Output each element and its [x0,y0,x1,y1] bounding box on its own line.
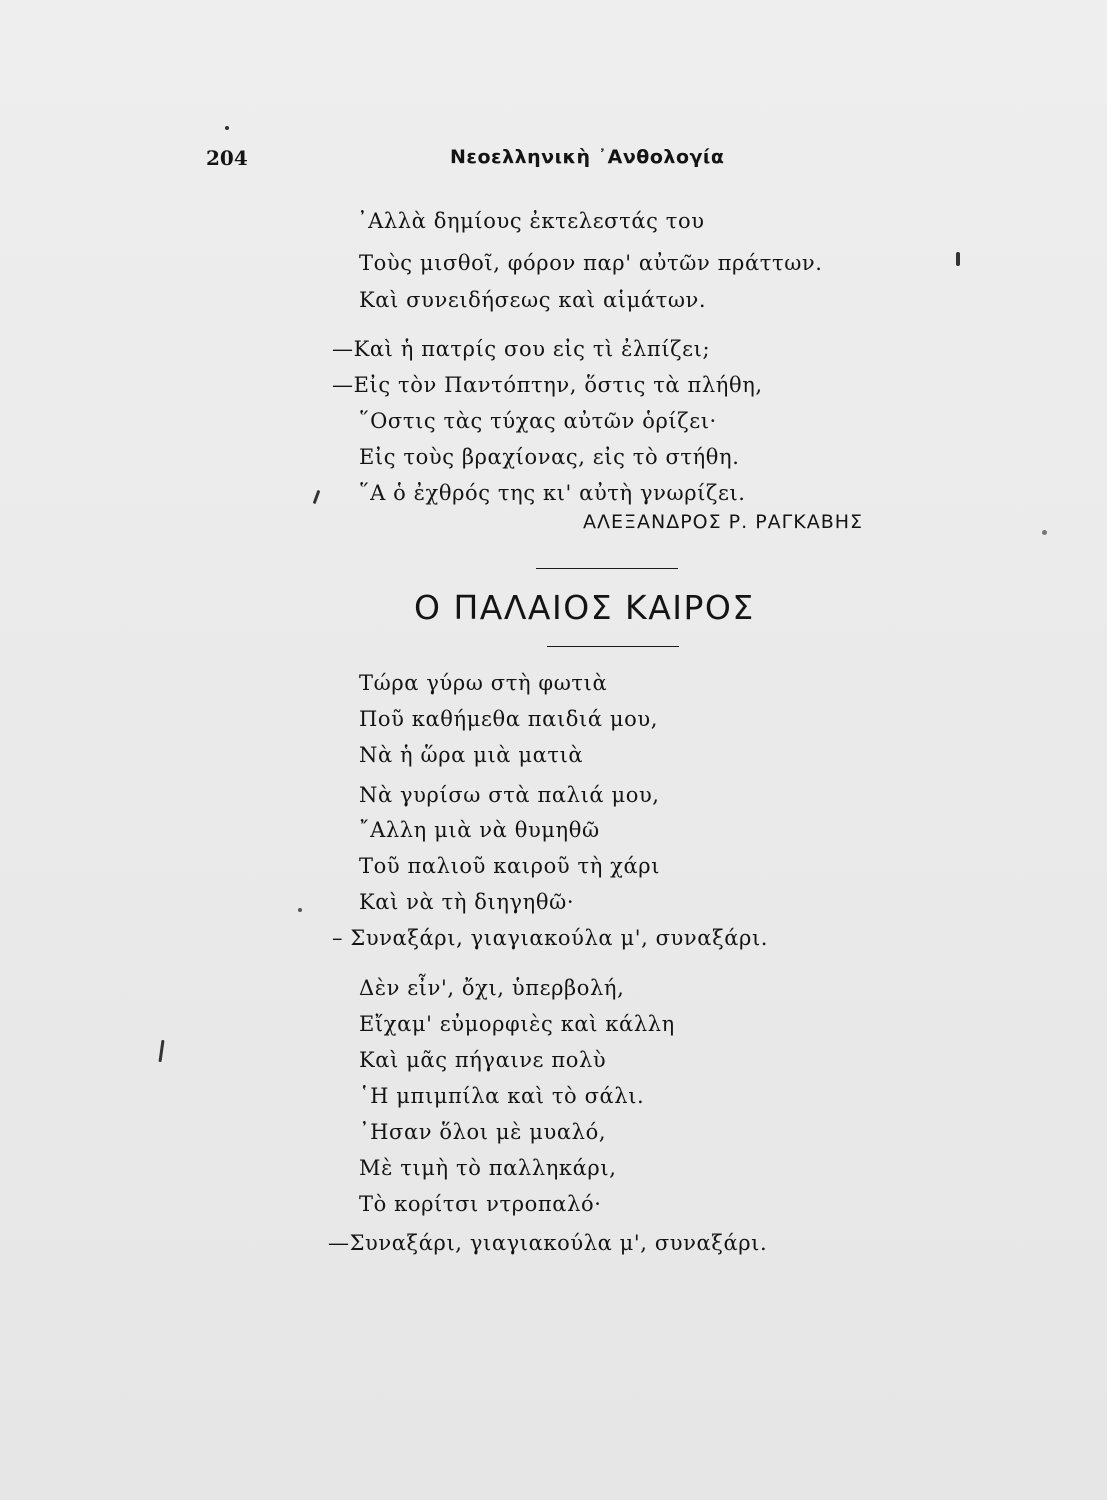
verse-line: Εἰς τοὺς βραχίονας, εἰς τὸ στήθη. [359,445,740,469]
verse-line: Νὰ ἡ ὥρα μιὰ ματιὰ [359,743,584,767]
verse-line: ῞Α ὁ ἐχθρός της κι' αὐτὴ γνωρίζει. [359,481,746,505]
verse-line: Τὸ κορίτσι ντροπαλό· [359,1192,602,1216]
verse-line: —Συναξάρι, γιαγιακούλα μ', συναξάρι. [328,1231,768,1255]
scan-speck [298,908,302,912]
verse-line: Δὲν εἶν', ὄχι, ὑπερβολή, [359,976,625,1000]
scan-speck [956,252,960,266]
verse-line: ᾿Ησαν ὅλοι μὲ μυαλό, [359,1120,607,1144]
running-title: Νεοελληνικὴ ᾿Ανθολογία [450,146,725,168]
verse-line: Τώρα γύρω στὴ φωτιὰ [359,671,608,695]
page-header [206,146,786,176]
verse-line: Καὶ μᾶς πήγαινε πολὺ [359,1048,607,1072]
title-rule-bottom [547,646,679,647]
verse-line: —Καὶ ἡ πατρίς σου εἰς τὶ ἐλπίζει; [332,337,711,361]
verse-line: – Συναξάρι, γιαγιακούλα μ', συναξάρι. [332,926,769,950]
scan-speck [225,126,229,130]
verse-line: ᾿Αλλὰ δημίους ἐκτελεστάς του [357,209,705,233]
page-number: 204 [206,146,248,170]
verse-line: ῎Αλλη μιὰ νὰ θυμηθῶ [359,818,600,842]
verse-line: Καὶ συνειδήσεως καὶ αἱμάτων. [359,288,707,312]
verse-line: Μὲ τιμὴ τὸ παλληκάρι, [359,1156,617,1180]
verse-line: Καὶ νὰ τὴ διηγηθῶ· [359,890,575,914]
author-signature: ΑΛΕΞΑΝΔΡΟΣ Ρ. ΡΑΓΚΑΒΗΣ [583,511,864,533]
poem-title: Ο ΠΑΛΑΙΟΣ ΚΑΙΡΟΣ [414,588,755,627]
scan-speck [158,1040,164,1062]
scan-speck [313,490,321,504]
verse-line: ῞Οστις τὰς τύχας αὐτῶν ὁρίζει· [359,409,717,433]
verse-line: —Εἰς τὸν Παντόπτην, ὅστις τὰ πλήθη, [332,373,763,397]
verse-line: Εἴχαμ' εὐμορφιὲς καὶ κάλλη [359,1012,675,1036]
verse-line: Νὰ γυρίσω στὰ παλιά μου, [359,783,660,807]
verse-line: Ποῦ καθήμεθα παιδιά μου, [359,707,659,731]
title-rule-top [536,568,678,569]
verse-line: Τοὺς μισθοῖ, φόρον παρ' αὐτῶν πράττων. [359,251,823,275]
verse-line: ῾Η μπιμπίλα καὶ τὸ σάλι. [359,1084,645,1108]
scan-speck [1042,530,1047,535]
verse-line: Τοῦ παλιοῦ καιροῦ τὴ χάρι [359,854,661,878]
